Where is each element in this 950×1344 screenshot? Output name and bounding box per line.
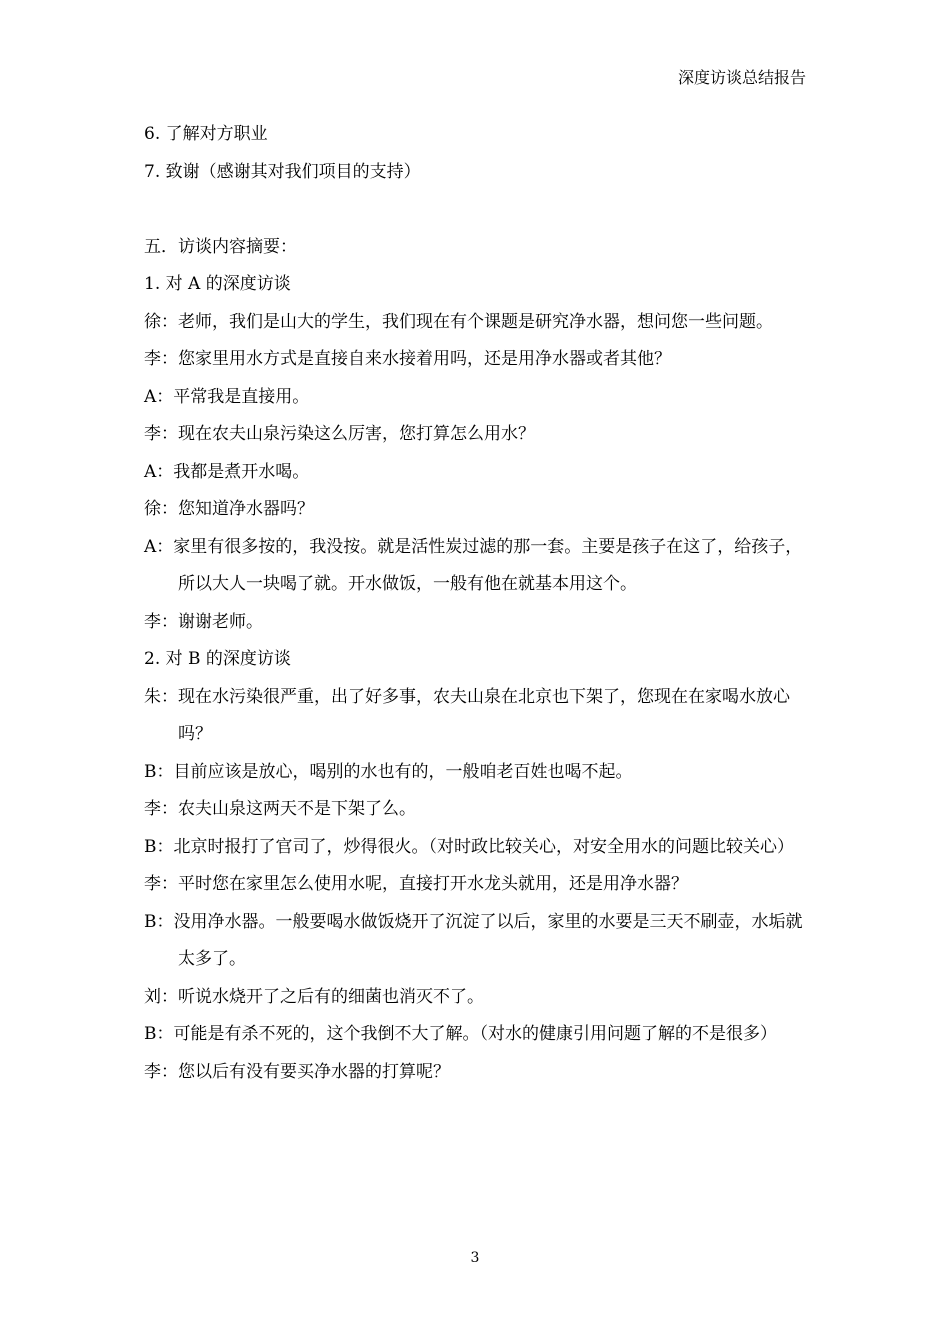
dialogue-line: A：平常我是直接用。 xyxy=(144,386,310,407)
dialogue-line: B：北京时报打了官司了，炒得很火。（对时政比较关心，对安全用水的问题比较关心） xyxy=(144,836,794,857)
outline-item-7: 7. 致谢（感谢其对我们项目的支持） xyxy=(144,161,421,182)
dialogue-line: B：可能是有杀不死的，这个我倒不大了解。（对水的健康引用问题了解的不是很多） xyxy=(144,1024,777,1044)
running-header: 深度访谈总结报告 xyxy=(677,68,806,87)
dialogue-line: A：家里有很多按的，我没按。就是活性炭过滤的那一套。主要是孩子在这了，给孩子，所以大人一块喝了就。开水做饭，一般有他在就基本用这个。 xyxy=(144,536,803,594)
dialogue-line: A：我都是煮开水喝。 xyxy=(144,461,310,482)
dialogue-line: 李：平时您在家里怎么使用水呢，直接打开水龙头就用，还是用净水器？ xyxy=(144,874,688,894)
dialogue-line: 李：谢谢老师。 xyxy=(144,611,263,632)
dialogue-line: 朱：现在水污染很严重，出了好多事，农夫山泉在北京也下架了，您现在在家喝水放心吗？ xyxy=(144,686,790,744)
document-body xyxy=(144,116,812,1091)
section-heading: 五．访谈内容摘要： xyxy=(144,236,297,257)
dialogue-line: 李：您家里用水方式是直接自来水接着用吗，还是用净水器或者其他？ xyxy=(144,349,671,369)
dialogue-line: 李：农夫山泉这两天不是下架了么。 xyxy=(144,799,416,819)
outline-item-6: 6. 了解对方职业 xyxy=(144,124,268,144)
dialogue-line: 李：现在农夫山泉污染这么厉害，您打算怎么用水？ xyxy=(144,424,535,444)
page-number: 3 xyxy=(470,1250,480,1266)
dialogue-line: 刘：听说水烧开了之后有的细菌也消灭不了。 xyxy=(144,986,484,1007)
dialogue-line: 徐：您知道净水器吗？ xyxy=(144,499,314,519)
subsection-heading-b: 2. 对 B 的深度访谈 xyxy=(144,649,291,669)
dialogue-line: 李：您以后有没有要买净水器的打算呢？ xyxy=(144,1061,450,1082)
subsection-heading-a: 1. 对 A 的深度访谈 xyxy=(144,274,291,294)
dialogue-line: B：目前应该是放心，喝别的水也有的，一般咱老百姓也喝不起。 xyxy=(144,761,633,782)
dialogue-line: B：没用净水器。一般要喝水做饭烧开了沉淀了以后，家里的水要是三天不刷壶，水垢就太多了。 xyxy=(144,911,803,969)
blank-line xyxy=(144,191,812,229)
dialogue-line: 徐：老师，我们是山大的学生，我们现在有个课题是研究净水器，想问您一些问题。 xyxy=(144,311,773,332)
